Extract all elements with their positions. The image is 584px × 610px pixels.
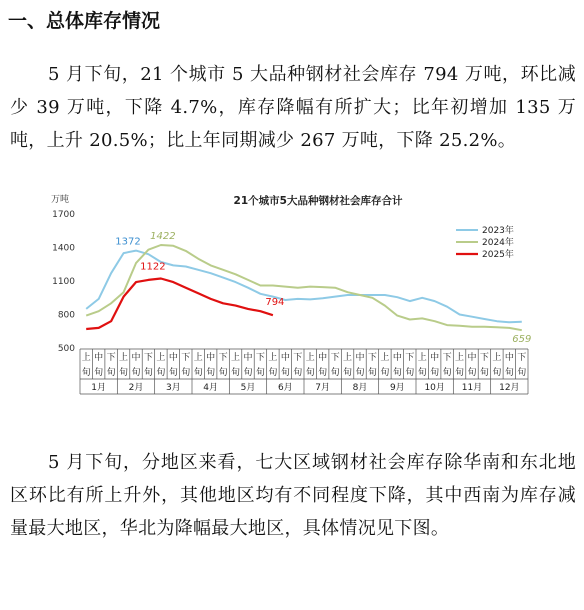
series-lines: [86, 245, 522, 330]
x-tick-label-bottom: 旬: [143, 368, 153, 378]
annotation-label: 794: [265, 297, 285, 309]
x-tick-label-bottom: 旬: [492, 368, 502, 378]
x-tick-label-bottom: 旬: [243, 368, 253, 378]
month-label: 12月: [499, 383, 520, 393]
x-tick-label-bottom: 旬: [405, 368, 415, 378]
x-tick-label-top: 下: [143, 353, 153, 363]
x-tick-label-bottom: 旬: [367, 368, 377, 378]
x-tick-label-bottom: 旬: [479, 368, 489, 378]
x-tick-label-top: 上: [119, 353, 129, 363]
annotation-label: 659: [512, 334, 532, 346]
series-line-2024年: [86, 245, 522, 330]
x-tick-label-top: 上: [81, 353, 91, 363]
x-tick-label-top: 上: [343, 353, 353, 363]
y-axis-ticks: [52, 210, 75, 354]
x-tick-label-top: 下: [106, 353, 116, 363]
y-axis-label: 万吨: [50, 195, 70, 205]
month-label: 7月: [315, 383, 331, 393]
x-axis: [80, 349, 528, 394]
x-tick-label-bottom: 旬: [318, 368, 328, 378]
x-tick-label-top: 中: [392, 353, 402, 363]
x-tick-label-bottom: 旬: [156, 368, 166, 378]
x-tick-label-top: 中: [243, 353, 253, 363]
x-tick-label-top: 上: [156, 353, 166, 363]
x-tick-label-bottom: 旬: [280, 368, 290, 378]
month-label: 4月: [203, 383, 219, 393]
y-tick-label: 1100: [52, 277, 75, 287]
x-tick-label-bottom: 旬: [268, 368, 278, 378]
x-tick-label-bottom: 旬: [380, 368, 390, 378]
x-tick-label-top: 下: [517, 353, 527, 363]
y-tick-label: 500: [57, 344, 75, 354]
x-tick-label-bottom: 旬: [206, 368, 216, 378]
x-tick-label-top: 下: [218, 353, 228, 363]
summary-paragraph: 5 月下旬，21 个城市 5 大品种钢材社会库存 794 万吨，环比减少 39 万吨，下降 4.7%，库存降幅有所扩大；比年初增加 135 万吨，上升 20.5%；比上年同期减少 267 万吨，下降 25.2%。: [10, 64, 576, 151]
x-tick-label-bottom: 旬: [94, 368, 104, 378]
x-tick-label-bottom: 旬: [218, 368, 228, 378]
x-tick-label-top: 上: [492, 353, 502, 363]
x-tick-label-top: 下: [181, 353, 191, 363]
x-tick-label-top: 下: [293, 353, 303, 363]
legend-label: 2025年: [482, 250, 514, 260]
month-label: 3月: [165, 383, 181, 393]
x-tick-label-bottom: 旬: [517, 368, 527, 378]
x-tick-label-top: 中: [430, 353, 440, 363]
section-heading: 一、总体库存情况: [8, 10, 161, 32]
x-tick-label-bottom: 旬: [231, 368, 241, 378]
x-tick-label-top: 下: [442, 353, 452, 363]
month-label: 5月: [240, 383, 256, 393]
x-tick-label-top: 上: [305, 353, 315, 363]
month-label: 6月: [277, 383, 293, 393]
x-tick-label-bottom: 旬: [442, 368, 452, 378]
annotation-label: 1372: [115, 236, 141, 248]
x-tick-label-top: 中: [206, 353, 216, 363]
month-label: 11月: [461, 383, 483, 393]
chart-legend: [456, 224, 514, 260]
x-tick-label-bottom: 旬: [417, 368, 427, 378]
x-tick-label-bottom: 旬: [330, 368, 340, 378]
x-tick-label-bottom: 旬: [255, 368, 265, 378]
x-tick-label-bottom: 旬: [168, 368, 178, 378]
x-tick-label-bottom: 旬: [293, 368, 303, 378]
regional-paragraph: 5 月下旬，分地区来看，七大区域钢材社会库存除华南和东北地区环比有所上升外，其他地区均有不同程度下降，其中西南为库存减量最大地区，华北为降幅最大地区，具体情况见下图。: [10, 452, 576, 539]
x-tick-label-bottom: 旬: [193, 368, 203, 378]
legend-label: 2024年: [482, 238, 514, 248]
annotation-label: 1422: [150, 231, 176, 243]
x-tick-label-top: 上: [231, 353, 241, 363]
x-tick-label-top: 中: [504, 353, 514, 363]
x-tick-label-bottom: 旬: [455, 368, 465, 378]
x-tick-label-bottom: 旬: [467, 368, 477, 378]
x-tick-label-top: 上: [268, 353, 278, 363]
x-tick-label-bottom: 旬: [305, 368, 315, 378]
x-tick-label-top: 上: [380, 353, 390, 363]
x-tick-label-top: 下: [479, 353, 489, 363]
x-tick-label-top: 上: [193, 353, 203, 363]
x-tick-label-top: 中: [467, 353, 477, 363]
x-tick-label-top: 下: [367, 353, 377, 363]
x-tick-label-top: 下: [330, 353, 340, 363]
x-tick-label-top: 下: [405, 353, 415, 363]
y-tick-label: 1400: [52, 243, 75, 254]
x-tick-label-top: 中: [355, 353, 365, 363]
x-tick-label-bottom: 旬: [355, 368, 365, 378]
x-tick-label-bottom: 旬: [119, 368, 129, 378]
x-tick-label-bottom: 旬: [392, 368, 402, 378]
y-tick-label: 800: [57, 310, 75, 321]
month-label: 9月: [389, 383, 405, 393]
x-tick-label-bottom: 旬: [106, 368, 116, 378]
x-tick-label-top: 上: [455, 353, 465, 363]
x-tick-label-bottom: 旬: [181, 368, 191, 378]
x-tick-label-top: 上: [417, 353, 427, 363]
legend-label: 2023年: [482, 226, 514, 236]
x-tick-label-top: 中: [280, 353, 290, 363]
x-tick-label-top: 中: [131, 353, 141, 363]
x-tick-label-top: 中: [318, 353, 328, 363]
x-tick-label-bottom: 旬: [131, 368, 141, 378]
chart-title: 21个城市5大品种钢材社会库存合计: [233, 195, 403, 207]
month-label: 1月: [91, 383, 107, 393]
x-tick-label-bottom: 旬: [504, 368, 514, 378]
x-tick-label-top: 中: [168, 353, 178, 363]
month-label: 2月: [128, 383, 144, 393]
annotation-label: 1122: [140, 261, 166, 273]
month-label: 10月: [424, 383, 445, 393]
inventory-line-chart: [38, 190, 538, 398]
x-tick-label-bottom: 旬: [430, 368, 440, 378]
x-tick-label-top: 中: [94, 353, 104, 363]
month-label: 8月: [352, 383, 368, 393]
x-tick-label-bottom: 旬: [81, 368, 91, 378]
x-tick-label-top: 下: [255, 353, 265, 363]
x-tick-label-bottom: 旬: [343, 368, 353, 378]
y-tick-label: 1700: [52, 210, 75, 220]
